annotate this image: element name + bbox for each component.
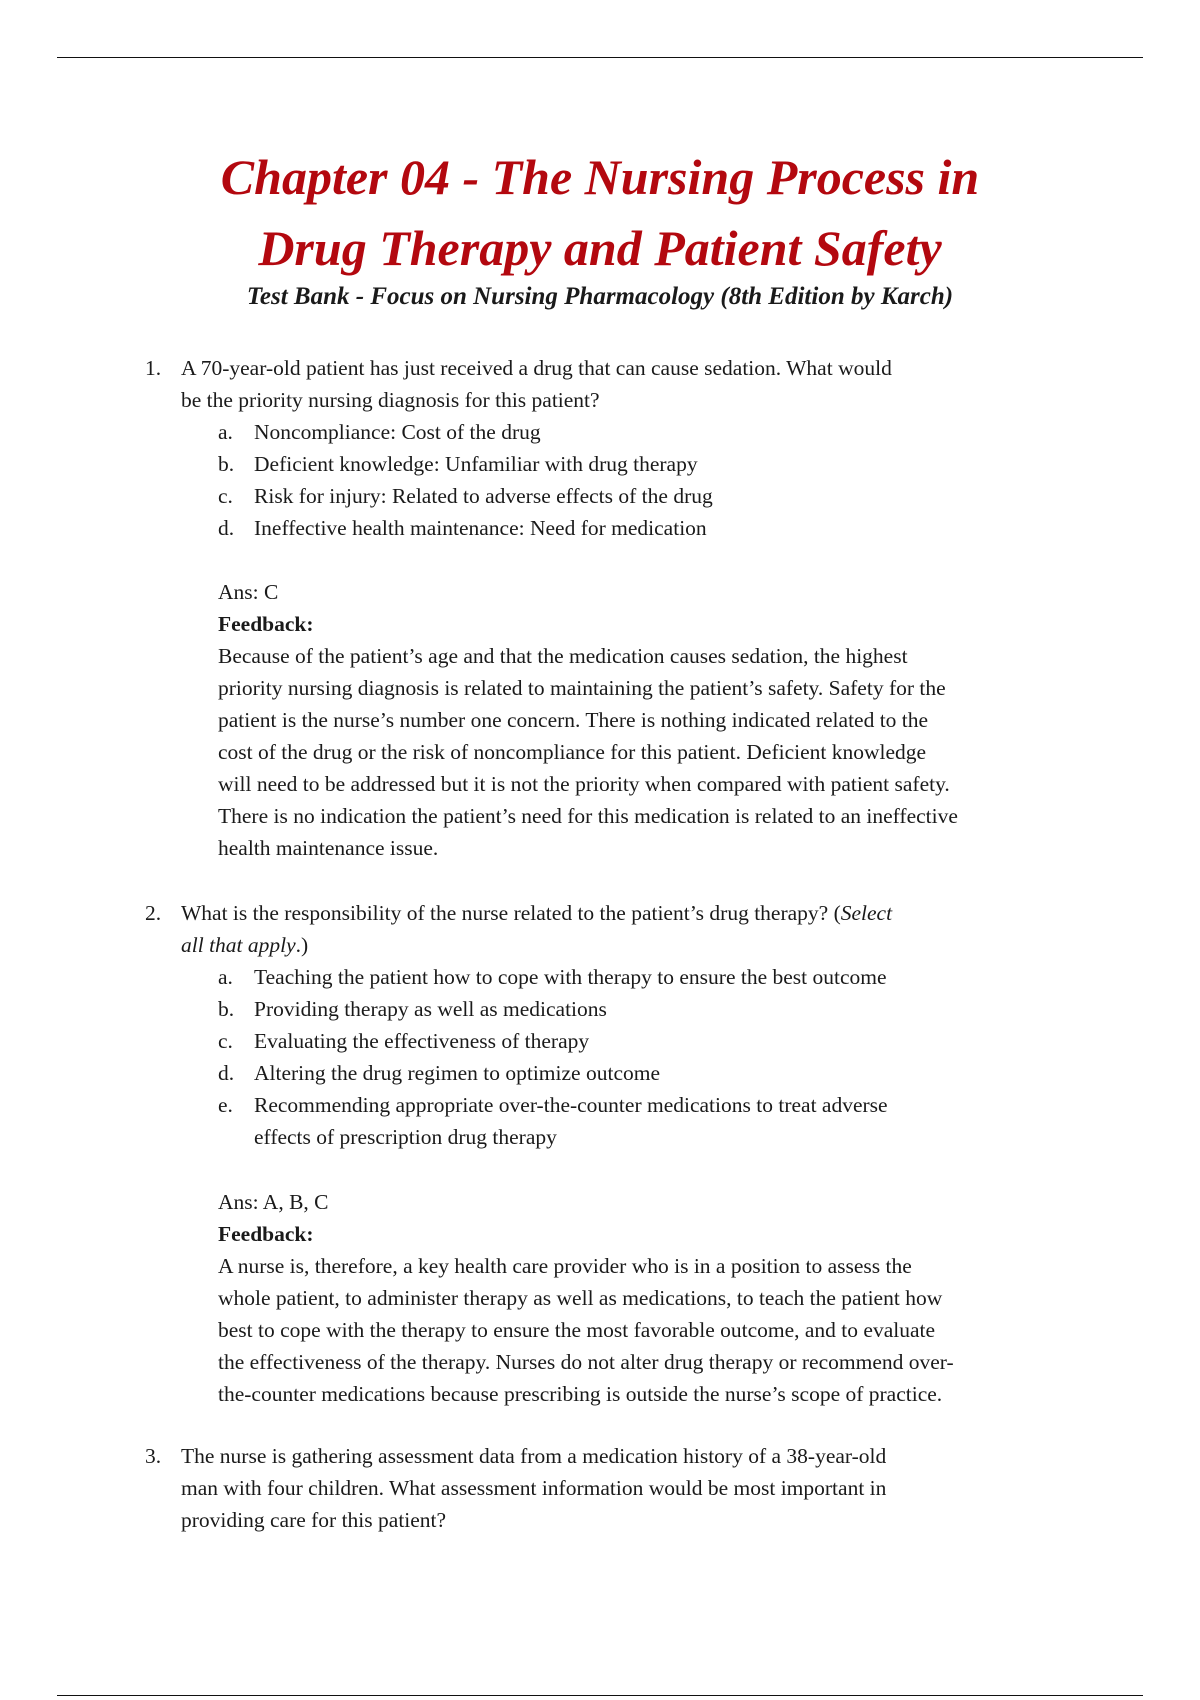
question-stem: [181, 897, 1041, 961]
top-rule: [57, 57, 1143, 58]
question-stem: [181, 352, 1041, 416]
option-letter: e.: [218, 1093, 233, 1117]
option-text: Noncompliance: Cost of the drug: [254, 420, 541, 444]
stem-line: man with four children. What assessment information would be most important in: [181, 1476, 887, 1500]
page-title: [0, 142, 1200, 284]
feedback-line: the effectiveness of the therapy. Nurses do not alter drug therapy or recommend over-: [218, 1350, 954, 1374]
answer: Ans: C: [218, 580, 279, 604]
answer: Ans: A, B, C: [218, 1190, 329, 1214]
option-text: Altering the drug regimen to optimize outcome: [254, 1061, 661, 1085]
option-letter: a.: [218, 420, 233, 444]
feedback-line: There is no indication the patient’s need for this medication is related to an ineffective: [218, 804, 958, 828]
option-letter: a.: [218, 965, 233, 989]
stem-italic: all that apply: [181, 933, 296, 957]
question-number: 3.: [145, 1444, 162, 1468]
option-text: Evaluating the effectiveness of therapy: [254, 1029, 590, 1053]
feedback-line: will need to be addressed but it is not the priority when compared with patient safety.: [218, 772, 950, 796]
question-number: 1.: [145, 356, 162, 380]
option-letter: c.: [218, 484, 233, 508]
option-text: Ineffective health maintenance: Need for medication: [254, 516, 707, 540]
option-text: Teaching the patient how to cope with therapy to ensure the best outcome: [254, 965, 887, 989]
question-stem: [181, 1440, 1041, 1536]
feedback-line: Because of the patient’s age and that the medication causes sedation, the highest: [218, 644, 908, 668]
title-line-1: Chapter 04 - The Nursing Process in: [220, 149, 980, 205]
option-text: Risk for injury: Related to adverse effects of the drug: [254, 484, 713, 508]
option-letter: b.: [218, 452, 235, 476]
feedback-line: cost of the drug or the risk of noncompliance for this patient. Deficient knowledge: [218, 740, 927, 764]
stem-line: The nurse is gathering assessment data from a medication history of a 38-year-old: [181, 1444, 887, 1468]
stem-line: providing care for this patient?: [181, 1508, 447, 1532]
option-text: Recommending appropriate over-the-counter medications to treat adverse: [254, 1093, 888, 1117]
stem-line: A 70-year-old patient has just received a drug that can cause sedation. What would: [181, 356, 892, 380]
option-text: Deficient knowledge: Unfamiliar with drug therapy: [254, 452, 698, 476]
stem-line: be the priority nursing diagnosis for this patient?: [181, 388, 600, 412]
feedback-line: best to cope with the therapy to ensure the most favorable outcome, and to evaluate: [218, 1318, 936, 1342]
title-line-2: Drug Therapy and Patient Safety: [258, 220, 942, 276]
question-number: 2.: [145, 901, 162, 925]
feedback-line: whole patient, to administer therapy as well as medications, to teach the patient how: [218, 1286, 943, 1310]
stem-line: [181, 897, 1041, 929]
feedback-label: Feedback:: [218, 1222, 314, 1246]
feedback-line: patient is the nurse’s number one concern. There is nothing indicated related to the: [218, 708, 929, 732]
stem-line: [181, 929, 1041, 961]
feedback-line: the-counter medications because prescribing is outside the nurse’s scope of practice.: [218, 1382, 943, 1406]
page-subtitle: Test Bank - Focus on Nursing Pharmacology (8th Edition by Karch): [246, 283, 954, 310]
option-letter: b.: [218, 997, 235, 1021]
option-text: effects of prescription drug therapy: [254, 1125, 557, 1149]
option-letter: d.: [218, 1061, 235, 1085]
feedback-line: health maintenance issue.: [218, 836, 439, 860]
option-text: Providing therapy as well as medications: [254, 997, 607, 1021]
stem-text: What is the responsibility of the nurse related to the patient’s drug therapy? (: [181, 901, 841, 925]
option-letter: d.: [218, 516, 235, 540]
feedback-line: priority nursing diagnosis is related to maintaining the patient’s safety. Safety for the: [218, 676, 946, 700]
stem-text: .): [295, 933, 309, 957]
bottom-rule: [57, 1695, 1143, 1696]
feedback-line: A nurse is, therefore, a key health care provider who is in a position to assess the: [218, 1254, 912, 1278]
feedback-label: Feedback:: [218, 612, 314, 636]
stem-italic: Select: [840, 901, 893, 925]
option-letter: c.: [218, 1029, 233, 1053]
